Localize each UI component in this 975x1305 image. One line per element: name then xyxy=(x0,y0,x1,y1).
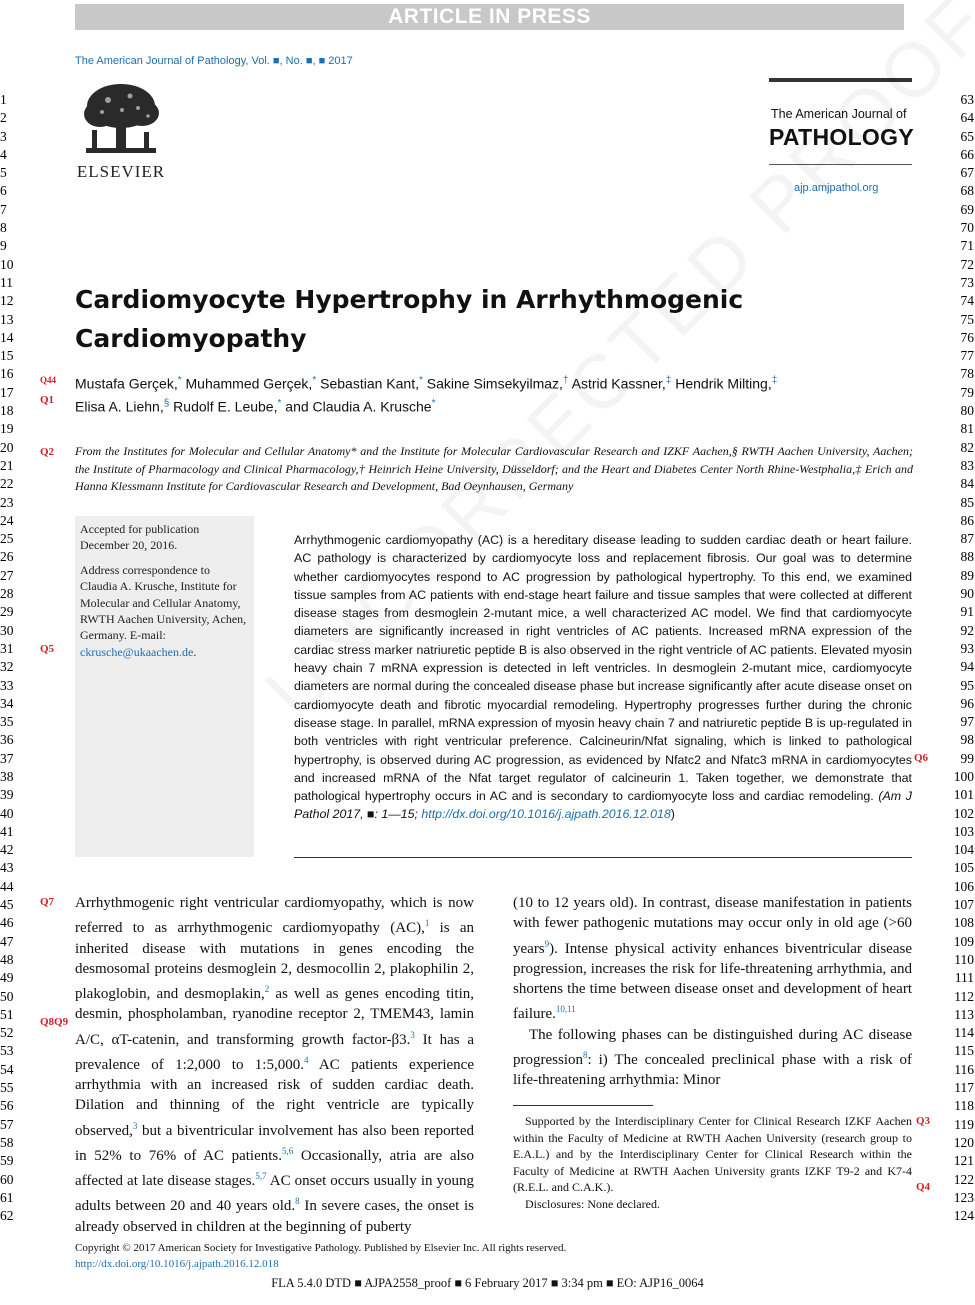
line-numbers-left xyxy=(0,91,16,1225)
line-number: 64 xyxy=(960,110,974,126)
author-affiliation-marker[interactable]: ‡ xyxy=(665,375,672,386)
abstract-bottom-rule xyxy=(294,857,912,858)
line-number: 1 xyxy=(0,92,7,107)
line-numbers-right xyxy=(950,91,974,1225)
line-number: 36 xyxy=(0,732,14,748)
reference-citation[interactable]: 3 xyxy=(410,1029,415,1040)
query-marker-q5[interactable]: Q5 xyxy=(40,643,55,655)
body-text-run: ). Intense physical activity enhances biventricular disease progression, increases the risk for life-threatening arrhythmia, and shortens the time between disease onset and development of heart failure. xyxy=(513,940,912,1023)
body-column-left xyxy=(75,893,474,1237)
line-number: 56 xyxy=(0,1098,14,1114)
line-number: 83 xyxy=(960,457,974,473)
line-number: 7 xyxy=(0,201,7,217)
footnotes xyxy=(513,1113,912,1212)
author-name: Sakine Simsekyilmaz, xyxy=(422,375,563,392)
line-number: 28 xyxy=(0,586,14,602)
copyright-notice: Copyright © 2017 American Society for Investigative Pathology. Published by Elsevier Inc. All rights reserved. xyxy=(75,1242,567,1254)
body-text-run: Occasionally, atria are also affected at late disease stages. xyxy=(75,1147,474,1189)
query-marker-q6[interactable]: Q6 xyxy=(914,752,929,764)
line-number: 42 xyxy=(0,842,14,858)
line-number: 44 xyxy=(0,878,14,894)
abstract-doi-link[interactable]: http://dx.doi.org/10.1016/j.ajpath.2016.12.018 xyxy=(421,807,671,822)
reference-citation[interactable]: 1 xyxy=(424,918,430,929)
line-number: 82 xyxy=(960,439,974,455)
line-number: 53 xyxy=(0,1043,14,1059)
intro-paragraph-1-continued xyxy=(513,893,912,1025)
line-number: 119 xyxy=(954,1116,974,1132)
line-number: 41 xyxy=(0,823,14,839)
author-affiliation-marker[interactable]: * xyxy=(277,397,282,409)
body-text-run: (10 to 12 years old). In contrast, disease manifestation in patients with fewer pathogenic mutations may occur only in old age (>60 years xyxy=(513,895,912,957)
line-number: 52 xyxy=(0,1025,14,1041)
line-number: 107 xyxy=(953,897,974,913)
line-number: 18 xyxy=(0,403,14,419)
line-number: 63 xyxy=(960,92,974,107)
author-name: Sebastian Kant, xyxy=(316,375,419,392)
line-number: 109 xyxy=(953,933,974,949)
line-number: 12 xyxy=(0,293,14,309)
line-number: 84 xyxy=(960,476,974,492)
line-number: 105 xyxy=(953,860,974,876)
line-number: 80 xyxy=(960,403,974,419)
line-number: 118 xyxy=(954,1098,974,1114)
line-number: 40 xyxy=(0,805,14,821)
address-period: . xyxy=(193,644,197,659)
line-number: 92 xyxy=(960,622,974,638)
author-affiliation-marker[interactable]: § xyxy=(163,397,170,409)
line-number: 60 xyxy=(0,1171,14,1187)
line-number: 96 xyxy=(960,695,974,711)
query-marker-q2[interactable]: Q2 xyxy=(40,446,55,458)
line-number: 97 xyxy=(960,714,974,730)
body-text-run: as well as genes encoding titin, desmin, phospholamban, ryanodine receptor 2, TMEM43, lamin A/C, αT-catenin, and transforming growth factor-β3. xyxy=(75,986,474,1048)
abstract-citation-close: ) xyxy=(670,807,675,822)
line-number: 21 xyxy=(0,457,14,473)
journal-name-big: PATHOLOGY xyxy=(769,124,914,150)
line-number: 37 xyxy=(0,750,14,766)
line-number: 78 xyxy=(960,366,974,382)
disclosures-footnote: Disclosures: None declared. xyxy=(525,1196,660,1211)
query-marker-q1[interactable]: Q1 xyxy=(40,394,55,406)
author-name: Astrid Kassner, xyxy=(568,375,666,392)
reference-citation[interactable]: 8 xyxy=(583,1049,588,1060)
intro-paragraph-1 xyxy=(75,893,474,1237)
reference-citation[interactable]: 8 xyxy=(295,1196,300,1207)
line-number: 57 xyxy=(0,1116,14,1132)
author-name: Mustafa Gerçek, xyxy=(75,375,178,392)
line-number: 79 xyxy=(960,384,974,400)
line-number: 35 xyxy=(0,714,14,730)
line-number: 65 xyxy=(960,128,974,144)
line-number: 115 xyxy=(954,1043,974,1059)
line-number: 66 xyxy=(960,146,974,162)
line-number: 49 xyxy=(0,970,14,986)
author-name: Muhammed Gerçek, xyxy=(181,375,313,392)
article-in-press-banner: ARTICLE IN PRESS xyxy=(75,4,904,30)
line-number: 20 xyxy=(0,439,14,455)
author-affiliation-marker[interactable]: * xyxy=(312,375,317,386)
line-number: 77 xyxy=(960,348,974,364)
body-column-right xyxy=(513,893,912,1090)
line-number: 16 xyxy=(0,366,14,382)
line-number: 46 xyxy=(0,915,14,931)
article-title xyxy=(75,280,835,358)
affiliations: From the Institutes for Molecular and Cellular Anatomy* and the Institute for Molecular Cardiovascular Research and IZKF Aachen,§ RWTH Aachen University, Aachen; the Institute of Pharmacology and Clinical Pharmacology,† Heinrich Heine University, Düsseldorf; and the Heart and Diabetes Center North Rhine-Westphalia,‡ Erich and Hanna Klessmann Institute for Cardiovascular Research and Development, Bad Oeynhausen, Germany xyxy=(75,444,913,493)
line-number: 101 xyxy=(953,787,974,803)
reference-citation[interactable]: 4 xyxy=(303,1054,309,1065)
abstract-text: Arrhythmogenic cardiomyopathy (AC) is a hereditary disease leading to sudden cardiac death or heart failure. AC pathology is characterized by cardiomyocyte loss and replacement fibrosis. Our goal was to determine whether cardiomyocytes respond to AC progression by pathological hypertrophy. To this end, we examined tissue samples from AC patients with end-stage heart failure and tissue samples that were collected at different disease stages from desmoglein 2-mutant mice, a well characterized AC model. We find that cardiomyocyte diameters are significantly increased in right ventricles of AC patients. Increased mRNA expression of the cardiac stress marker natriuretic peptide B is also observed in the right ventricle of AC patients. Elevated myosin heavy chain 7 mRNA expression is detected in left ventricles. In desmoglein 2-mutant mice, cardiomyocyte diameters are normal during the concealed disease phase but increase significantly after acute disease onset on cardiomyocyte death and fibrotic myocardial remodeling. Hypertrophy progresses further during the chronic disease stage. In parallel, mRNA expression of myosin heavy chain 7 and natriuretic peptide B is up-regulated in both ventricles with right ventricular preference. Calcineurin/Nfat signaling, which is linked to pathological hypertrophy, is observed during AC progression, as evidenced by Nfatc2 and Nfatc3 mRNA in cardiomyocytes and increased mRNA of the Nfat target regulator of calcineurin 1. Taken together, we demonstrate that pathological hypertrophy occurs in AC and is secondary to cardiomyocyte loss and cardiac remodeling. xyxy=(294,533,912,804)
line-number: 38 xyxy=(0,768,14,784)
body-text-run: is an inherited disease with mutations in genes encoding the desmosomal proteins desmoglein 2, desmocollin 2, plakophilin 2, plakoglobin, and desmoplakin, xyxy=(75,920,474,1002)
title-line-1: Cardiomyocyte Hypertrophy in Arrhythmogenic xyxy=(75,285,744,314)
query-marker-q44[interactable]: Q44 xyxy=(40,375,57,385)
reference-citation[interactable]: 5,6 xyxy=(282,1145,294,1156)
line-number: 58 xyxy=(0,1134,14,1150)
line-number: 117 xyxy=(954,1080,974,1096)
line-number: 32 xyxy=(0,659,14,675)
line-number: 76 xyxy=(960,329,974,345)
line-number: 43 xyxy=(0,860,14,876)
line-number: 113 xyxy=(954,1006,974,1022)
line-number: 75 xyxy=(960,311,974,327)
author-affiliation-marker[interactable]: * xyxy=(418,375,423,386)
accepted-date: Accepted for publication December 20, 2016. xyxy=(80,522,200,553)
line-number: 13 xyxy=(0,311,14,327)
correspondence-email-link[interactable]: ckrusche@ukaachen.de xyxy=(80,644,194,659)
author-name: Rudolf E. Leube, xyxy=(169,398,278,415)
line-number: 30 xyxy=(0,622,14,638)
line-number: 111 xyxy=(954,970,974,986)
journal-name-small: The American Journal of xyxy=(771,107,907,121)
line-number: 68 xyxy=(960,183,974,199)
line-number: 31 xyxy=(0,640,14,656)
line-number: 55 xyxy=(0,1080,14,1096)
funding-footnote: Supported by the Interdisciplinary Center for Clinical Research IZKF Aachen within the Faculty of Medicine at RWTH Aachen University (research group to E.A.L.) and by the Interdisciplinary Center for Clinical Research within the Faculty of Medicine at RWTH Aachen University grants IZKF T9-2 and K7-4 (R.E.L. and C.A.K.). xyxy=(513,1114,912,1194)
body-text-run: AC onset occurs usually in young adults between 20 and 40 years old. xyxy=(75,1173,475,1215)
line-number: 124 xyxy=(953,1208,974,1224)
line-number: 123 xyxy=(953,1189,974,1205)
body-text-run: : i) The concealed preclinical phase with a risk of life-threatening arrhythmia: Minor xyxy=(513,1051,912,1088)
line-number: 9 xyxy=(0,238,7,254)
line-number: 114 xyxy=(954,1025,974,1041)
line-number: 45 xyxy=(0,897,14,913)
line-number: 59 xyxy=(0,1153,14,1169)
author-affiliation-marker[interactable]: * xyxy=(431,397,436,409)
author-name: Hendrik Milting, xyxy=(671,375,772,392)
line-number: 94 xyxy=(960,659,974,675)
line-number: 98 xyxy=(960,732,974,748)
line-number: 34 xyxy=(0,695,14,711)
line-number: 71 xyxy=(960,238,974,254)
line-number: 70 xyxy=(960,220,974,236)
publisher-name: ELSEVIER xyxy=(76,162,166,181)
body-text-run: In severe cases, the onset is already observed in children at the beginning of puberty xyxy=(75,1198,474,1235)
line-number: 120 xyxy=(953,1134,974,1150)
author-name: and Claudia A. Krusche xyxy=(281,398,432,415)
line-number: 6 xyxy=(0,183,7,199)
line-number: 87 xyxy=(960,531,974,547)
body-text-run: The following phases can be distinguished during AC disease progression xyxy=(513,1026,912,1068)
line-number: 27 xyxy=(0,567,14,583)
journal-url-link[interactable]: ajp.amjpathol.org xyxy=(794,182,879,194)
title-line-2: Cardiomyopathy xyxy=(75,324,307,353)
article-info-sidebar xyxy=(75,516,254,857)
line-number: 4 xyxy=(0,146,7,162)
line-number: 93 xyxy=(960,640,974,656)
reference-citation[interactable]: 10,11 xyxy=(555,1004,576,1015)
body-text-run: AC patients experience arrhythmia with an increased risk of sudden cardiac death. Dilation and thinning of the right ventricle are typically observed, xyxy=(75,1056,475,1139)
footer-doi-link[interactable]: http://dx.doi.org/10.1016/j.ajpath.2016.12.018 xyxy=(75,1258,279,1270)
line-number: 122 xyxy=(953,1171,974,1187)
author-line-1 xyxy=(75,371,915,394)
reference-citation[interactable]: 9 xyxy=(544,938,550,949)
line-number: 99 xyxy=(960,750,974,766)
body-text-run: Arrhythmogenic right ventricular cardiomyopathy, which is now referred to as arrhythmogenic cardiomyopathy (AC), xyxy=(75,895,474,937)
elsevier-tree-logo xyxy=(78,80,164,160)
line-number: 81 xyxy=(960,421,974,437)
line-number: 73 xyxy=(960,274,974,290)
line-number: 15 xyxy=(0,348,14,364)
query-marker-q7[interactable]: Q7 xyxy=(40,896,55,908)
line-number: 23 xyxy=(0,494,14,510)
line-number: 104 xyxy=(953,842,974,858)
line-number: 121 xyxy=(953,1153,974,1169)
line-number: 90 xyxy=(960,586,974,602)
line-number: 116 xyxy=(954,1061,974,1077)
line-number: 62 xyxy=(0,1208,14,1224)
line-number: 72 xyxy=(960,256,974,272)
body-text-run: It has a prevalence of 1:2,000 to 1:5,000. xyxy=(75,1031,474,1073)
journal-citation-line: The American Journal of Pathology, Vol. ■, No. ■, ■ 2017 xyxy=(75,55,353,67)
line-number: 88 xyxy=(960,549,974,565)
line-number: 61 xyxy=(0,1189,14,1205)
line-number: 103 xyxy=(953,823,974,839)
footnote-rule xyxy=(513,1105,653,1106)
query-marker-q4[interactable]: Q4 xyxy=(916,1181,931,1193)
author-affiliation-marker[interactable]: ‡ xyxy=(771,375,778,386)
line-number: 110 xyxy=(954,951,974,967)
query-marker-q8q9[interactable]: Q8Q9 xyxy=(40,1016,69,1028)
line-number: 22 xyxy=(0,476,14,492)
line-number: 11 xyxy=(0,274,13,290)
author-affiliation-marker[interactable]: * xyxy=(177,375,182,386)
line-number: 25 xyxy=(0,531,14,547)
line-number: 89 xyxy=(960,567,974,583)
line-number: 102 xyxy=(953,805,974,821)
line-number: 106 xyxy=(953,878,974,894)
line-number: 54 xyxy=(0,1061,14,1077)
reference-citation[interactable]: 3 xyxy=(132,1120,138,1131)
line-number: 108 xyxy=(953,915,974,931)
line-number: 33 xyxy=(0,677,14,693)
line-number: 14 xyxy=(0,329,14,345)
author-line-2 xyxy=(75,394,915,417)
body-text-run: but a biventricular involvement has also been reported in 52% to 76% of AC patients. xyxy=(75,1122,474,1164)
line-number: 26 xyxy=(0,549,14,565)
author-list xyxy=(75,371,915,416)
line-number: 5 xyxy=(0,165,7,181)
proof-info-line: FLA 5.4.0 DTD ■ AJPA2558_proof ■ 6 February 2017 ■ 3:34 pm ■ EO: AJP16_0064 xyxy=(271,1276,704,1290)
line-number: 67 xyxy=(960,165,974,181)
author-name: Elisa A. Liehn, xyxy=(75,398,164,415)
line-number: 10 xyxy=(0,256,14,272)
line-number: 2 xyxy=(0,110,7,126)
query-marker-q3[interactable]: Q3 xyxy=(916,1115,931,1127)
line-number: 24 xyxy=(0,512,14,528)
line-number: 19 xyxy=(0,421,14,437)
reference-citation[interactable]: 5,7 xyxy=(255,1171,267,1181)
line-number: 47 xyxy=(0,933,14,949)
line-number: 100 xyxy=(953,768,974,784)
line-number: 51 xyxy=(0,1006,14,1022)
line-number: 85 xyxy=(960,494,974,510)
line-number: 29 xyxy=(0,604,14,620)
intro-paragraph-2 xyxy=(513,1025,912,1091)
line-number: 112 xyxy=(954,988,974,1004)
reference-citation[interactable]: 2 xyxy=(264,984,270,994)
line-number: 74 xyxy=(960,293,974,309)
line-number: 95 xyxy=(960,677,974,693)
line-number: 50 xyxy=(0,988,14,1004)
line-number: 3 xyxy=(0,128,7,144)
line-number: 8 xyxy=(0,220,7,236)
line-number: 91 xyxy=(960,604,974,620)
line-number: 86 xyxy=(960,512,974,528)
abstract-citation: (Am J Pathol 2017, ■: 1—15; xyxy=(294,789,912,822)
line-number: 69 xyxy=(960,201,974,217)
line-number: 48 xyxy=(0,951,14,967)
abstract xyxy=(294,531,912,824)
correspondence-address xyxy=(80,562,249,660)
line-number: 39 xyxy=(0,787,14,803)
address-text: Address correspondence to Claudia A. Krusche, Institute for Molecular and Cellular Anatomy, RWTH Aachen University, Achen, Germany. E-mail: xyxy=(80,562,247,643)
line-number: 17 xyxy=(0,384,14,400)
author-affiliation-marker[interactable]: † xyxy=(562,375,569,386)
